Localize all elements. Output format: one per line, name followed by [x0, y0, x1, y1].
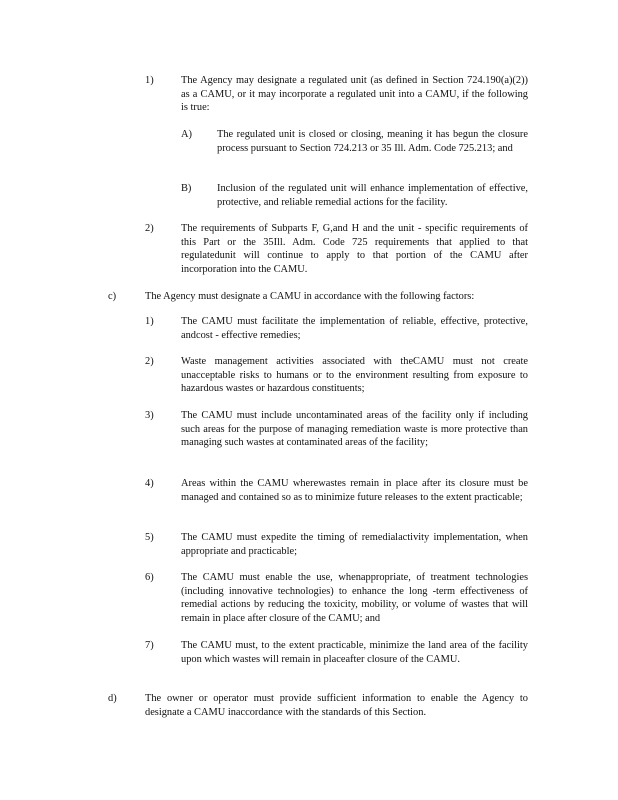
paragraph-text: The CAMU must include uncontaminated areas of the facility only if including such areas for the purpose of managing remediation waste is more protective than managing such wastes at contaminated areas of the facility;: [181, 410, 528, 449]
list-marker: 1): [145, 75, 154, 86]
list-marker: 5): [145, 532, 154, 543]
paragraph-text: The requirements of Subparts F, G,and H and the unit - specific requirements of this Part or the 35Ill. Adm. Code 725 requirements that applied to that regulatedunit will continue to apply to that portion of the CAMU after incorporation into the CAMU.: [181, 223, 528, 275]
list-marker: 4): [145, 478, 154, 489]
list-marker: 2): [145, 223, 154, 234]
list-marker: 1): [145, 316, 154, 327]
list-marker: 6): [145, 572, 154, 583]
paragraph-text: The regulated unit is closed or closing, meaning it has begun the closure process pursuant to Section 724.213 or 35 Ill. Adm. Code 725.213; and: [217, 129, 528, 154]
list-marker: 3): [145, 410, 154, 421]
paragraph-text: Inclusion of the regulated unit will enhance implementation of effective, protective, and reliable remedial actions for the facility.: [217, 183, 528, 208]
list-marker: B): [181, 183, 192, 194]
paragraph-text: Areas within the CAMU wherewastes remain in place after its closure must be managed and contained so as to minimize future releases to the extent practicable;: [181, 478, 528, 503]
paragraph-text: Waste management activities associated with theCAMU must not create unacceptable risks to humans or to the environment resulting from exposure to hazardous wastes or hazardous constituents;: [181, 356, 528, 395]
list-marker: d): [108, 693, 117, 704]
paragraph-text: The owner or operator must provide sufficient information to enable the Agency to designate a CAMU inaccordance with the standards of this Section.: [145, 693, 528, 718]
paragraph-text: The CAMU must expedite the timing of remedialactivity implementation, when appropriate and practicable;: [181, 532, 528, 557]
list-marker: c): [108, 291, 117, 302]
paragraph-text: The CAMU must facilitate the implementation of reliable, effective, protective, andcost - effective remedies;: [181, 316, 528, 341]
paragraph-text: The Agency must designate a CAMU in accordance with the following factors:: [145, 291, 475, 302]
list-marker: 2): [145, 356, 154, 367]
paragraph-text: The Agency may designate a regulated unit (as defined in Section 724.190(a)(2)) as a CAMU, or it may incorporate a regulated unit into a CAMU, if the following is true:: [181, 75, 528, 114]
list-marker: 7): [145, 640, 154, 651]
list-marker: A): [181, 129, 192, 140]
paragraph-text: The CAMU must enable the use, whenappropriate, of treatment technologies (including innovative technologies) to enhance the long -term effectiveness of remedial actions by reducing the toxicity, mobility, or volume of wastes that will remain in place after closure of the CAMU; and: [181, 572, 528, 624]
paragraph-text: The CAMU must, to the extent practicable, minimize the land area of the facility upon which wastes will remain in placeafter closure of the CAMU.: [181, 640, 528, 665]
